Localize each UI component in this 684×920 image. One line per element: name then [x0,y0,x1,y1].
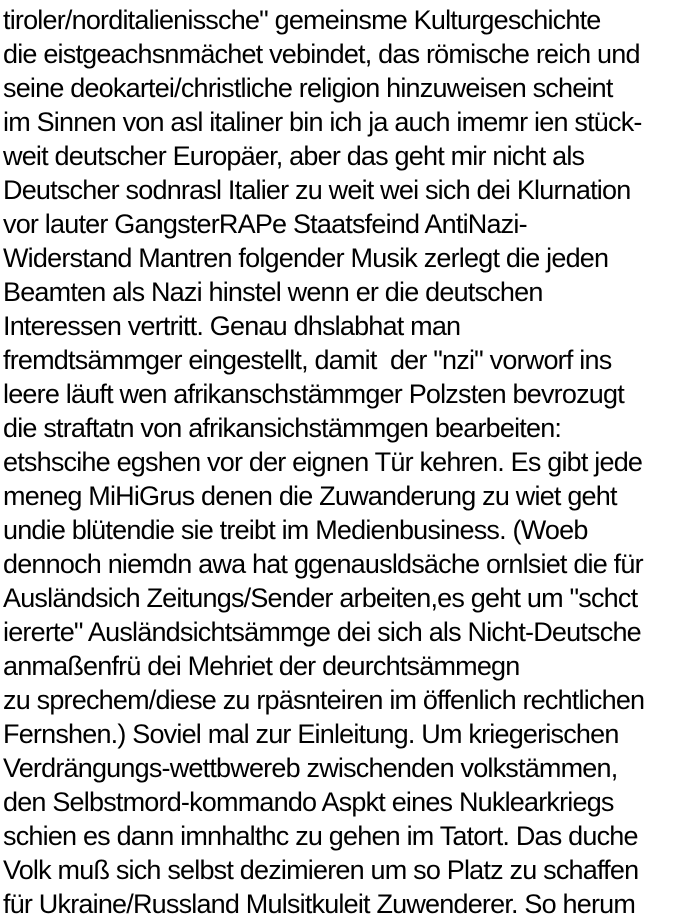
text-line: meneg MiHiGrus denen die Zuwanderung zu wiet geht [3,481,617,511]
text-line: zu sprechem/diese zu rpäsnteiren im öffenlich rechtlichen [3,685,645,715]
text-line: Volk muß sich selbst dezimieren um so Platz zu schaffen [3,855,639,885]
text-line: schien es dann imnhalthc zu gehen im Tatort. Das duche [3,821,638,851]
text-line: die eistgeachsnmächet vebindet, das römische reich und [3,39,640,69]
text-line: fremdtsämmger eingestellt, damit der "nzi" vorworf ins [3,345,612,375]
text-line: die straftatn von afrikansichstämmgen bearbeiten: [3,413,562,443]
text-line: iererte" Ausländsichtsämmge dei sich als Nicht-Deutsche [3,617,641,647]
text-line: vor lauter GangsterRAPe Staatsfeind AntiNazi- [3,209,527,239]
text-line: seine deokartei/christliche religion hinzuweisen scheint [3,73,613,103]
text-line: weit deutscher Europäer, aber das geht mir nicht als [3,141,585,171]
text-line: dennoch niemdn awa hat ggenausldsäche ornlsiet die für [3,549,643,579]
text-line: für Ukraine/Russland Mulsitkuleit Zuwenderer. So herum [3,889,636,919]
text-line: Fernshen.) Soviel mal zur Einleitung. Um kriegerischen [3,719,619,749]
text-line: leere läuft wen afrikanschstämmger Polzsten bevrozugt [3,379,624,409]
text-line: Ausländsich Zeitungs/Sender arbeiten,es geht um "schct [3,583,638,613]
text-line: Deutscher sodnrasl Italier zu weit wei sich dei Klurnation [3,175,631,205]
text-line: anmaßenfrü dei Mehriet der deurchtsämmegn [3,651,520,681]
text-line: Widerstand Mantren folgender Musik zerlegt die jeden [3,243,609,273]
text-line: Verdrängungs-wettbwereb zwischenden volkstämmen, [3,753,618,783]
text-block [3,3,684,920]
text-line: Interessen vertritt. Genau dhslabhat man [3,311,461,341]
text-line: undie blütendie sie treibt im Medienbusiness. (Woeb [3,515,588,545]
text-line: etshscihe egshen vor der eignen Tür kehren. Es gibt jede [3,447,643,477]
text-line: im Sinnen von asl italiner bin ich ja auch imemr ien stück- [3,107,642,137]
text-line: Beamten als Nazi hinstel wenn er die deutschen [3,277,543,307]
text-line: den Selbstmord-kommando Aspkt eines Nuklearkriegs [3,787,614,817]
text-line: tiroler/norditalienissche" gemeinsme Kulturgeschichte [3,5,601,35]
